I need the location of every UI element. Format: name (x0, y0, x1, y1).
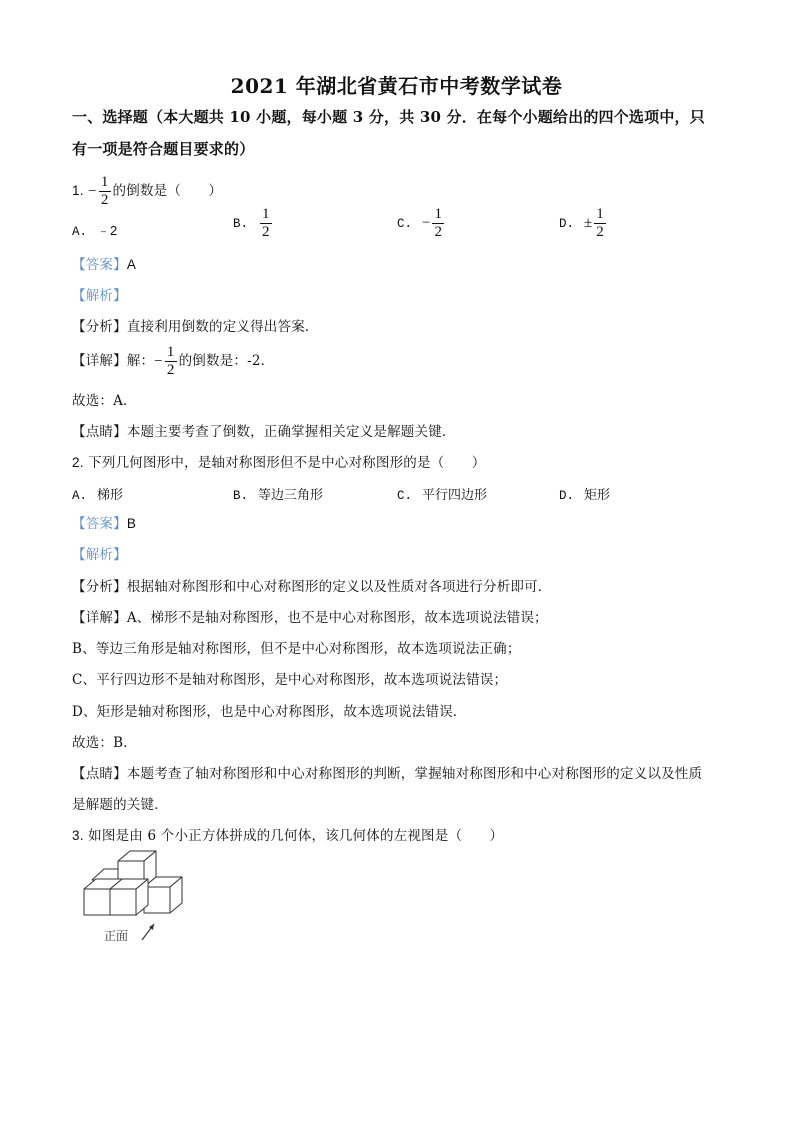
question-number: 2. (72, 455, 84, 470)
fraction: $\frac{1}{2}$ (262, 206, 270, 240)
answer-label: 【答案】 (72, 257, 127, 273)
fenxi-label: 【分析】 (72, 579, 127, 595)
dianjing-line-cont: 是解题的关键． (72, 797, 168, 813)
answer-line (72, 256, 136, 274)
option-d: D. 矩形 (559, 488, 611, 503)
xiangjie-line-b: B、等边三角形是轴对称图形，但不是中心对称图形，故本选项说法正确； (72, 641, 521, 657)
svg-text:正面: 正面 (104, 929, 129, 943)
answer-label: 【答案】 (72, 516, 127, 532)
option-a: A. ﹣2 (72, 223, 118, 239)
conclusion-line: 故选：A． (72, 393, 137, 409)
xiangjie-line-d: D、矩形是轴对称图形，也是中心对称图形，故本选项说法错误． (72, 704, 467, 720)
xiangjie-line: 【详解】解：− $\frac{1}{2}$ 的倒数是：-2． (72, 344, 275, 378)
question-2-stem: 2. 下列几何图形中，是轴对称图形但不是中心对称图形的是（ ） (72, 455, 486, 471)
conclusion-line: 故选：B． (72, 735, 137, 751)
option-b: B. 等边三角形 (233, 488, 324, 503)
fraction: $\frac{1}{2}$ (100, 174, 109, 208)
option-d: D. ± $\frac{1}{2}$ (559, 206, 604, 240)
fenxi-label: 【分析】 (72, 319, 127, 335)
page-title: 2021 年湖北省黄石市中考数学试卷 (230, 74, 563, 98)
minus-sign: − (88, 183, 97, 200)
question-number: 3. (72, 828, 84, 843)
question-3-stem: 3. 如图是由 6 个小正方体拼成的几何体，该几何体的左视图是（ ） (72, 828, 504, 844)
xiangjie-label: 【详解】 (72, 353, 127, 369)
xiangjie-line-c: C、平行四边形不是轴对称图形，是中心对称图形，故本选项说法错误； (72, 672, 508, 688)
option-a: A. 梯形 (72, 488, 124, 503)
analysis-label: 【解析】 (72, 288, 127, 304)
option-c: C. − $\frac{1}{2}$ (397, 206, 442, 240)
section-heading-cont: 有一项是符合题目要求的） (72, 140, 255, 158)
xiangjie-label: 【详解】 (72, 610, 127, 626)
fenxi-line: 【分析】直接利用倒数的定义得出答案． (72, 319, 319, 335)
fraction: $\frac{1}{2}$ (434, 206, 442, 240)
question-number: 1. (72, 183, 84, 198)
dianjing-line: 【点睛】本题考查了轴对称图形和中心对称图形的判断，掌握轴对称图形和中心对称图形的定义以及性质 (72, 766, 703, 782)
cube-stack-icon (78, 850, 188, 950)
xiangjie-line: 【详解】A、梯形不是轴对称图形，也不是中心对称图形，故本选项说法错误； (72, 610, 548, 626)
section-heading: 一、选择题（本大题共 10 小题，每小题 3 分，共 30 分．在每个小题给出的四个选项中，只 (72, 108, 705, 126)
answer-line (72, 515, 136, 533)
fraction: $\frac{1}{2}$ (166, 344, 175, 378)
fraction: $\frac{1}{2}$ (596, 206, 604, 240)
dianjing-label: 【点睛】 (72, 424, 127, 440)
analysis-label: 【解析】 (72, 547, 127, 563)
answer-value: A (126, 257, 137, 272)
question-text: 的倒数是（ ） (112, 183, 223, 199)
option-b: B. $\frac{1}{2}$ (233, 206, 270, 240)
dianjing-line: 【点睛】本题主要考查了倒数，正确掌握相关定义是解题关键． (72, 424, 456, 440)
fenxi-line: 【分析】根据轴对称图形和中心对称图形的定义以及性质对各项进行分析即可． (72, 579, 552, 595)
answer-value: B (126, 516, 137, 531)
question-1-stem (72, 174, 222, 209)
cube-stack-figure (78, 850, 188, 950)
dianjing-label: 【点睛】 (72, 766, 127, 782)
option-c: C. 平行四边形 (397, 488, 488, 503)
